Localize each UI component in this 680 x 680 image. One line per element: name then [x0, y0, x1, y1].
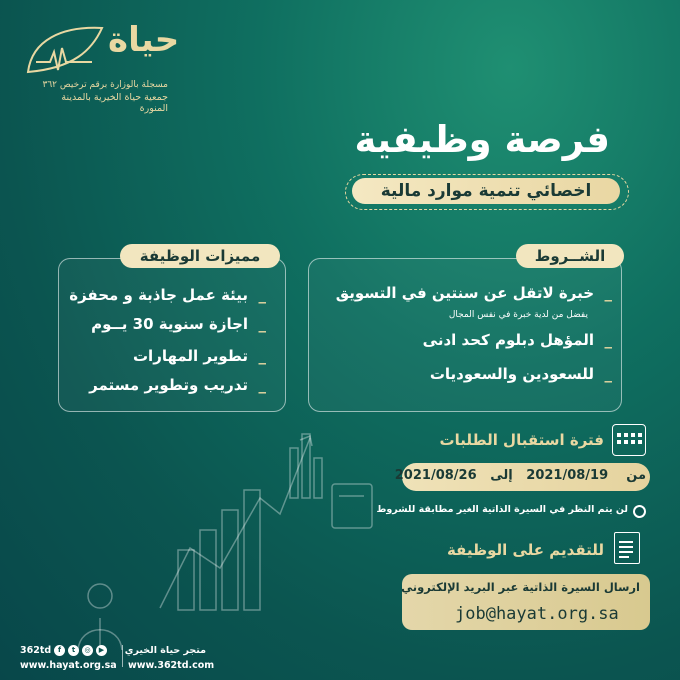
condition-text: للسعودين والسعوديات: [429, 365, 595, 383]
document-icon: [614, 532, 640, 564]
apply-instruction: ارسال السيرة الذاتية عبر البريد الإلكتروني: [401, 580, 640, 594]
benefits-heading: مميزات الوظيفة: [120, 244, 280, 268]
logo-registration: مسجلة بالوزارة برقم ترخيص ٣٦٢: [42, 80, 168, 90]
period-dates: [395, 468, 646, 483]
logo-name: حياة: [108, 20, 180, 60]
bullet-dash: _: [604, 284, 612, 302]
condition-text: المؤهل دبلوم كحد ادنى: [422, 331, 595, 349]
facebook-icon[interactable]: f: [54, 645, 65, 656]
youtube-icon[interactable]: ▶: [96, 645, 107, 656]
condition-note: يفضل من لدية خبرة في نفس المجال: [448, 310, 588, 320]
period-heading: فترة استقبال الطلبات: [439, 431, 604, 449]
footer-handle[interactable]: 362td: [20, 645, 52, 656]
condition-item: [423, 331, 612, 349]
bullet-dash: _: [258, 376, 266, 394]
logo-leaf-icon: [22, 22, 106, 80]
store-url[interactable]: www.362td.com: [128, 660, 215, 671]
logo: [18, 18, 180, 114]
store-label: متجر حياة الخيري: [124, 645, 206, 656]
apply-heading: للتقديم على الوظيفة: [446, 541, 604, 559]
to-date: 2021/08/26: [394, 468, 477, 483]
benefit-text: بيئة عمل جاذبة و محفزة: [69, 286, 249, 304]
instagram-icon[interactable]: ◎: [82, 645, 93, 656]
benefit-text: تطوير المهارات: [132, 347, 249, 365]
benefit-text: اجازة سنوية 30 يــوم: [91, 315, 249, 333]
benefit-text: تدريب وتطوير مستمر: [89, 376, 249, 394]
condition-item: [430, 365, 612, 383]
growth-chart-illustration: [60, 418, 390, 658]
calendar-icon: [612, 424, 646, 456]
to-label: إلى: [490, 468, 513, 483]
conditions-heading: الشــروط: [516, 244, 624, 268]
from-date: 2021/08/19: [526, 468, 609, 483]
bullet-dash: _: [258, 286, 266, 304]
bullet-dash: _: [604, 365, 612, 383]
bullet-dash: _: [258, 347, 266, 365]
benefit-item: [133, 347, 266, 365]
benefit-item: [69, 286, 266, 304]
benefit-item: [89, 376, 266, 394]
condition-text: خبرة لاتقل عن سنتين في التسويق: [335, 284, 595, 302]
job-title: اخصائي تنمية موارد مالية: [352, 178, 620, 204]
benefit-item: [91, 315, 266, 333]
period-warning: لن يتم النظر في السيرة الذاتية الغير مطابقة للشروط: [376, 504, 628, 515]
bullet-dash: _: [604, 331, 612, 349]
condition-item: [336, 284, 612, 302]
bullet-dot-icon: [633, 505, 646, 518]
from-label: من: [626, 468, 646, 483]
footer-divider: [122, 645, 123, 667]
footer-website[interactable]: www.hayat.org.sa: [20, 660, 117, 671]
twitter-icon[interactable]: t: [68, 645, 79, 656]
email-link[interactable]: job@hayat.org.sa: [455, 604, 619, 624]
bullet-dash: _: [258, 315, 266, 333]
page-title: فرصة وظيفية: [354, 118, 610, 161]
logo-org-name: جمعية حياة الخيرية بالمدينة المنورة: [61, 92, 168, 114]
